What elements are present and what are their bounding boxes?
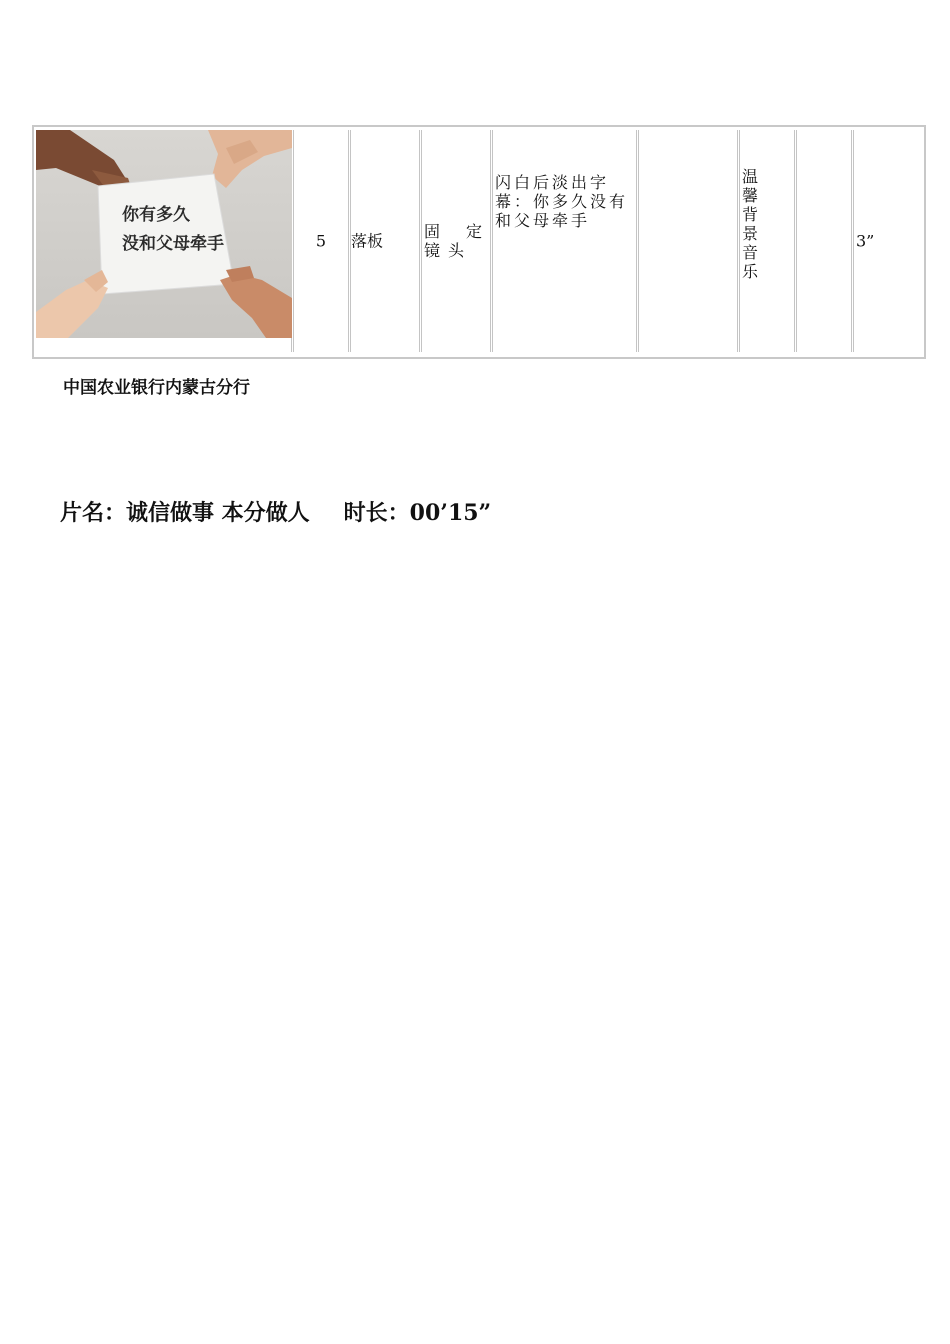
- shot-number-cell: [294, 130, 351, 352]
- card-text-line2: 没和父母牵手: [122, 234, 224, 254]
- film-duration: 时长：00’15”: [343, 500, 492, 526]
- film-title: 片名：诚信做事 本分做人: [60, 500, 310, 526]
- storyboard-table: [32, 125, 926, 359]
- shot-number: 5: [315, 231, 327, 251]
- duration-cell: [854, 130, 924, 352]
- image-cell: [36, 130, 294, 352]
- shot-type: 落板: [351, 231, 384, 251]
- music-cell: [740, 130, 797, 352]
- film-info: [60, 496, 491, 527]
- storyboard-row: [34, 127, 924, 357]
- shot-type-cell: [351, 130, 422, 352]
- sound-effect-cell: [797, 130, 854, 352]
- card-text-line1: 你有多久: [122, 205, 190, 225]
- description-cell: [493, 130, 639, 352]
- dialogue-cell: [639, 130, 740, 352]
- scene-description: 闪白后淡出字幕：你多久没有和父母牵手: [495, 173, 629, 230]
- music: 温馨背景音乐: [742, 167, 779, 281]
- camera-cell: [422, 130, 493, 352]
- camera-movement: 固定镜头: [424, 222, 490, 260]
- organization-name: 中国农业银行内蒙古分行: [63, 378, 250, 398]
- shot-duration: 3”: [856, 231, 875, 251]
- storyboard-photo: [36, 130, 292, 338]
